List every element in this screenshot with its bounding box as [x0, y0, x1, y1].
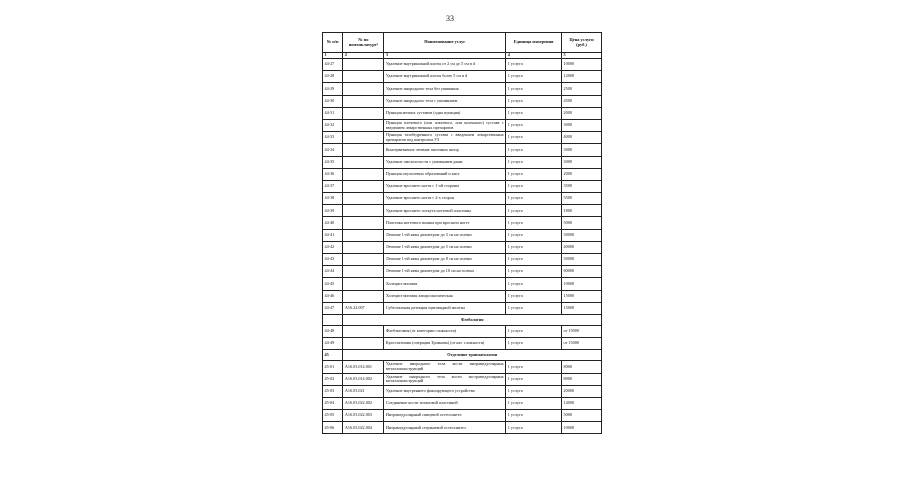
header-code: № по номенклатуре¹: [343, 33, 384, 53]
cell-name: Удаление инородного тела без ушивания: [384, 83, 506, 95]
price-table: [322, 32, 602, 434]
header-num: № п/п: [323, 33, 343, 53]
header-unit: Единица измерения: [506, 33, 562, 53]
table-row: [323, 302, 602, 314]
cell-unit: 1 услуга: [506, 107, 562, 119]
cell-price: 3500: [562, 180, 602, 192]
cell-price: 5000: [562, 410, 602, 422]
cell-price: 2000: [562, 168, 602, 180]
cell-unit: 1 услуга: [506, 205, 562, 217]
cell-num: 44-39: [323, 205, 343, 217]
cell-code: [343, 107, 384, 119]
cell-unit: 1 услуга: [506, 217, 562, 229]
table-row: [323, 71, 602, 83]
cell-code: [343, 254, 384, 266]
cell-unit: 1 услуга: [506, 397, 562, 409]
cell-num: 44-43: [323, 254, 343, 266]
subsection-row: [323, 314, 602, 325]
cell-num: 44-37: [323, 180, 343, 192]
cell-unit: 1 услуга: [506, 180, 562, 192]
cell-num: 44-45: [323, 278, 343, 290]
cell-price: 8000: [562, 373, 602, 385]
cell-name: Лечение 1-ой язвы диаметром до 3 см на голени: [384, 229, 506, 241]
table-row: [323, 325, 602, 337]
cell-price: от 15000: [562, 338, 602, 350]
table-header-row: [323, 33, 602, 53]
cell-code: [343, 193, 384, 205]
cell-num: 44-34: [323, 144, 343, 156]
cell-unit: 1 услуга: [506, 385, 562, 397]
cell-price: 2000: [562, 107, 602, 119]
cell-unit: 1 услуга: [506, 410, 562, 422]
cell-num: 44-29: [323, 83, 343, 95]
cell-code: [343, 132, 384, 144]
cell-price: 3000: [562, 144, 602, 156]
cell-price: 3000: [562, 156, 602, 168]
column-number: 5: [562, 53, 602, 59]
cell-code: A16.03.022.003: [343, 410, 384, 422]
cell-num: 44-41: [323, 229, 343, 241]
cell-price: 4500: [562, 95, 602, 107]
cell-name: Удаление омозолелости с ушиванием раны: [384, 156, 506, 168]
cell-price: 30000: [562, 229, 602, 241]
cell-unit: 1 услуга: [506, 168, 562, 180]
section-row: [323, 350, 602, 361]
table-row: [323, 193, 602, 205]
cell-name: Интрамедуллярный стержневой остеосинтез: [384, 422, 506, 434]
cell-name: Кроссэктомия (операция Троянова) (от кат. сложности): [384, 338, 506, 350]
cell-price: 15000: [562, 302, 602, 314]
cell-name: Пункция плечевого (или локтевого, или коленного) сустава с введением лекарственных препаратов: [384, 119, 506, 131]
cell-price: 10000: [562, 422, 602, 434]
cell-unit: 1 услуга: [506, 338, 562, 350]
cell-code: A16.03.022.002: [343, 397, 384, 409]
cell-unit: 1 услуга: [506, 229, 562, 241]
cell-name: Соединение кости титановой пластиной: [384, 397, 506, 409]
cell-code: [343, 144, 384, 156]
column-number: 2: [343, 53, 384, 59]
cell-num: 44-42: [323, 241, 343, 253]
cell-name: Субтотальная резекция щитовидной железы: [384, 302, 506, 314]
table-row: [323, 385, 602, 397]
cell-num: 44-46: [323, 290, 343, 302]
cell-code: [343, 205, 384, 217]
cell-unit: 1 услуга: [506, 193, 562, 205]
cell-price: 40000: [562, 241, 602, 253]
table-row: [323, 119, 602, 131]
header-name: Наименование услуг: [384, 33, 506, 53]
table-row: [323, 144, 602, 156]
cell-code: [343, 180, 384, 192]
cell-code: [343, 71, 384, 83]
cell-num: 44-31: [323, 107, 343, 119]
table-row: [323, 168, 602, 180]
cell-price: 5000: [562, 217, 602, 229]
cell-num: 44-35: [323, 156, 343, 168]
cell-unit: 1 услуга: [506, 156, 562, 168]
cell-unit: 1 услуга: [506, 59, 562, 71]
table-row: [323, 107, 602, 119]
cell-name: Пластика ногтевого валика при вросшем ногте: [384, 217, 506, 229]
cell-name: Удаление вросшего ногтя с 1-ой стороны: [384, 180, 506, 192]
cell-unit: 1 услуга: [506, 302, 562, 314]
cell-code: [343, 290, 384, 302]
cell-code: [343, 325, 384, 337]
cell-price: 8000: [562, 361, 602, 373]
cell-name: Удаление инородного тела с ушиванием: [384, 95, 506, 107]
cell-num: 44-48: [323, 325, 343, 337]
cell-num: 45-02: [323, 373, 343, 385]
cell-num: 45-05: [323, 410, 343, 422]
cell-num: 44-28: [323, 71, 343, 83]
cell-code: A16.03.014.002: [343, 373, 384, 385]
cell-unit: 1 услуга: [506, 325, 562, 337]
cell-name: Флебэктомия (от категории сложности): [384, 325, 506, 337]
cell-code: [343, 241, 384, 253]
cell-unit: 1 услуга: [506, 83, 562, 95]
cell-price: 60000: [562, 266, 602, 278]
page-number: 33: [446, 14, 454, 23]
cell-num: 44-49: [323, 338, 343, 350]
cell-unit: 1 услуга: [506, 71, 562, 83]
cell-name: Удаление внутрикожной кисты от 2 см до 5 см в d: [384, 59, 506, 71]
cell-unit: 1 услуга: [506, 144, 562, 156]
table-row: [323, 422, 602, 434]
cell-price: 10000: [562, 278, 602, 290]
cell-code: A16.03.022.004: [343, 422, 384, 434]
table-row: [323, 229, 602, 241]
table-row: [323, 266, 602, 278]
table-row: [323, 278, 602, 290]
cell-name: Лечение 1-ой язвы диаметром до 8 см на голени: [384, 254, 506, 266]
cell-unit: 1 услуга: [506, 132, 562, 144]
table-row: [323, 180, 602, 192]
cell-name: Консервативное лечение пяточных шпор: [384, 144, 506, 156]
table-row: [323, 156, 602, 168]
cell-price: 4000: [562, 132, 602, 144]
cell-code: [343, 229, 384, 241]
cell-num: 44-33: [323, 132, 343, 144]
cell-price: 3000: [562, 119, 602, 131]
table-row: [323, 241, 602, 253]
cell-price: 14000: [562, 397, 602, 409]
cell-num: 44-44: [323, 266, 343, 278]
cell-unit: 1 услуга: [506, 266, 562, 278]
price-table-body: [323, 33, 602, 434]
column-number: 1: [323, 53, 343, 59]
cell-price: 15000: [562, 290, 602, 302]
table-row: [323, 83, 602, 95]
cell-price: от 15000: [562, 325, 602, 337]
cell-name: Удаление внутреннего фиксирующего устройства: [384, 385, 506, 397]
cell-num: 44-38: [323, 193, 343, 205]
section-title: Отделение травматологии: [343, 350, 602, 361]
cell-name: Пункция тазобедренного сустава с введением лекарственных препаратов под контролем УЗ: [384, 132, 506, 144]
cell-code: [343, 119, 384, 131]
cell-price: 5500: [562, 193, 602, 205]
cell-code: [343, 156, 384, 168]
cell-num: 45: [323, 350, 343, 361]
cell-code: [343, 278, 384, 290]
table-row: [323, 59, 602, 71]
column-number: 4: [506, 53, 562, 59]
table-row: [323, 132, 602, 144]
cell-code: [343, 59, 384, 71]
cell-num: 44-32: [323, 119, 343, 131]
table-row: [323, 290, 602, 302]
cell-num: 44-36: [323, 168, 343, 180]
cell-name: Пункция мелких суставов (одна пункция): [384, 107, 506, 119]
cell-name: Интрамедуллярный спицевой остеосинтез: [384, 410, 506, 422]
cell-name: Удаление вросшего лоскута ногтевой пластины: [384, 205, 506, 217]
cell-price: 10000: [562, 59, 602, 71]
table-row: [323, 254, 602, 266]
cell-num: 45-06: [323, 422, 343, 434]
cell-code: A16.03.021: [343, 385, 384, 397]
cell-num: 45-01: [323, 361, 343, 373]
cell-name: Удаление внутрикожной кисты более 5 см в d: [384, 71, 506, 83]
table-row: [323, 397, 602, 409]
cell-unit: 1 услуга: [506, 422, 562, 434]
cell-unit: 1 услуга: [506, 290, 562, 302]
cell-num: 44-47: [323, 302, 343, 314]
cell-code: [343, 338, 384, 350]
cell-price: 2500: [562, 83, 602, 95]
table-row: [323, 95, 602, 107]
cell-name: Удаление инородного тела кости экстрамедуллярных металлоконструкций: [384, 373, 506, 385]
cell-name: Удаление вросшего ногтя с 2-х сторон: [384, 193, 506, 205]
cell-name: Холецистэктомия: [384, 278, 506, 290]
cell-code: [343, 217, 384, 229]
cell-name: Лечение 1-ой язвы диаметром до 5 см на голени: [384, 241, 506, 253]
header-price: Цена услуги (руб.): [562, 33, 602, 53]
cell-num: 45-04: [323, 397, 343, 409]
cell-unit: 1 услуга: [506, 241, 562, 253]
cell-num: [323, 314, 343, 325]
cell-price: 1800: [562, 205, 602, 217]
cell-num: 45-03: [323, 385, 343, 397]
cell-name: Холецистэктомия лапароскопическая: [384, 290, 506, 302]
column-number: 3: [384, 53, 506, 59]
cell-num: 44-30: [323, 95, 343, 107]
cell-code: [343, 95, 384, 107]
cell-name: Пункция опухолевых образований и кист: [384, 168, 506, 180]
table-row: [323, 338, 602, 350]
cell-unit: 1 услуга: [506, 361, 562, 373]
cell-code: [343, 266, 384, 278]
cell-code: A16.03.014.001: [343, 361, 384, 373]
cell-unit: 1 услуга: [506, 278, 562, 290]
table-row: [323, 205, 602, 217]
cell-unit: 1 услуга: [506, 373, 562, 385]
cell-unit: 1 услуга: [506, 119, 562, 131]
table-row: [323, 217, 602, 229]
cell-code: [343, 168, 384, 180]
cell-unit: 1 услуга: [506, 254, 562, 266]
cell-code: A16.22.007: [343, 302, 384, 314]
cell-code: [343, 83, 384, 95]
cell-unit: 1 услуга: [506, 95, 562, 107]
table-row: [323, 373, 602, 385]
section-title: Флебология: [343, 314, 602, 325]
table-row: [323, 361, 602, 373]
cell-name: Лечение 1-ой язвы диаметром до 10 см на голени: [384, 266, 506, 278]
cell-num: 44-40: [323, 217, 343, 229]
table-row: [323, 410, 602, 422]
cell-price: 20000: [562, 385, 602, 397]
cell-num: 44-27: [323, 59, 343, 71]
cell-name: Удаление инородного тела кости интрамедуллярных металлоконструкций: [384, 361, 506, 373]
cell-price: 50000: [562, 254, 602, 266]
cell-price: 12000: [562, 71, 602, 83]
